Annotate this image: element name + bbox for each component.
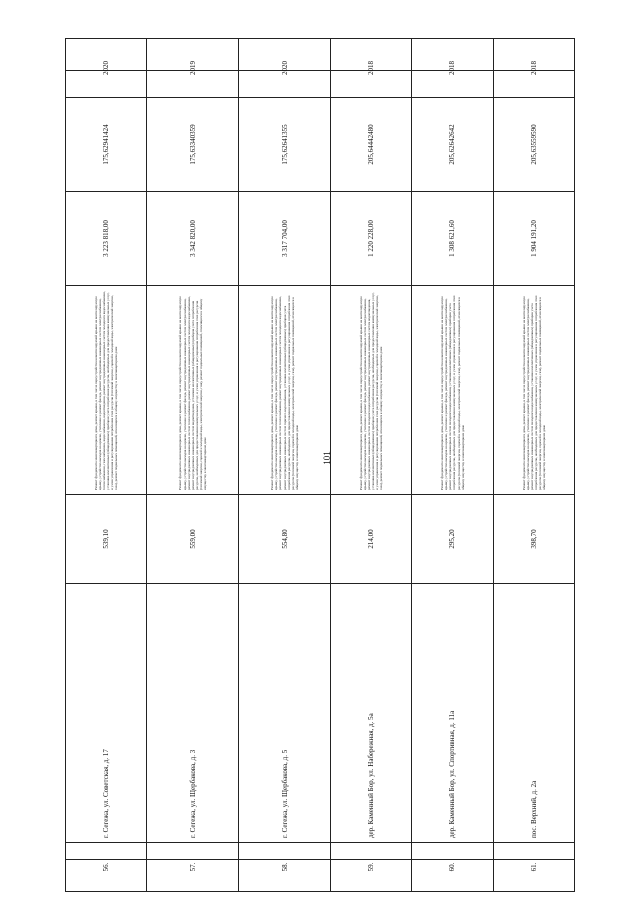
page-number: 101 [322, 451, 332, 465]
table-row [493, 39, 574, 892]
row-unit-cost: 175,63340359 [147, 98, 239, 192]
table-row [239, 39, 331, 892]
row-unit-cost: 205,62642642 [412, 98, 493, 192]
table-row [412, 39, 493, 892]
row-area: 559,00 [147, 495, 239, 584]
row-works: Ремонт фундамента многоквартирного дома, ремонт крыши, в том числе переустройство невентилируемой крыши на вентилируемую крышу, устройство выходов на кровлю, утепление и ремонт фасада, ремонт внутридомовых инженерных систем электроснабжения, ремонт внутридомовых инженерных систем холодного водоснабжения, ремонт внутридомовых инженерных систем водоотведения, установка коллективных (общедомовых) приборов учета потребления ресурсов, необходимых для предоставления коммунальных услуг, и узлов управления и регулирования потребления этих ресурсов (тепловой энергии, горячей и холодной воды, электрической энергии, газа), ремонт подвальных помещений, относящихся к общему имуществу в многоквартирном доме [331, 286, 412, 495]
row-number: 60. [412, 843, 493, 892]
row-unit-cost: 175,62641355 [239, 98, 331, 192]
row-unit-cost: 205,63559590 [493, 98, 574, 192]
row-address: пос. Верхний, д. 2а [493, 584, 574, 843]
row-works: Ремонт фундамента многоквартирного дома, ремонт крыши, в том числе переустройство невентилируемой крыши на вентилируемую крышу, устройство выходов на кровлю, утепление и ремонт фасада, ремонт внутридомовых инженерных систем электроснабжения, теплоснабжения, газоснабжения, водоснабжения, водоотведения, ремонт внутридомовых инженерных систем холодного водоснабжения, установка коллективных (общедомовых) приборов учета потребления ресурсов, необходимых для предоставления коммунальных услуг, и узлов управления и регулирования потребления этих ресурсов (тепловой энергии, горячей и холодной воды, электрической энергии, газа), ремонт подвальных помещений, относящихся к общему имуществу в многоквартирном доме [66, 286, 147, 495]
row-number: 57. [147, 843, 239, 892]
row-area: 398,70 [493, 495, 574, 584]
row-area: 214,00 [331, 495, 412, 584]
row-cost: 3 317 704,00 [239, 192, 331, 286]
row-cost: 1 904 191,20 [493, 192, 574, 286]
row-number: 58. [239, 843, 331, 892]
housing-repair-table [65, 38, 575, 892]
row-area: 295,20 [412, 495, 493, 584]
table-row [331, 39, 412, 892]
row-address: г. Сегежа, ул. Щербакова, д. 3 [147, 584, 239, 843]
row-works: Ремонт фундамента многоквартирного дома, ремонт крыши, в том числе переустройство невентилируемой крыши на вентилируемую крышу, устройство выходов на кровлю, утепление и ремонт фасада, ремонт внутридомовых инженерных систем электроснабжения, ремонт внутридомовых инженерных систем теплоснабжения, ремонт внутридомовых инженерных систем холодного водоснабжения, ремонт внутридомовых инженерных систем водоотведения, установка коллективных (общедомовых) приборов учета потребления ресурсов, необходимых для предоставления коммунальных услуг, и узлов управления и регулирования потребления этих ресурсов (тепловой энергии, горячей и холодной воды, электрической энергии, газа), ремонт подвальных помещений, относящихся к общему имуществу в многоквартирном доме [147, 286, 239, 495]
row-number: 61. [493, 843, 574, 892]
row-number: 59. [331, 843, 412, 892]
row-cost: 1 220 228,00 [331, 192, 412, 286]
row-unit-cost: 175,62941424 [66, 98, 147, 192]
row-number: 56. [66, 843, 147, 892]
row-year: 2018 [412, 39, 493, 98]
row-year: 2020 [239, 39, 331, 98]
row-address: г. Сегежа, ул. Советская, д. 17 [66, 584, 147, 843]
row-unit-cost: 205,64442480 [331, 98, 412, 192]
table-row [66, 39, 147, 892]
row-year: 2019 [147, 39, 239, 98]
row-area: 539,10 [66, 495, 147, 584]
row-area: 554,80 [239, 495, 331, 584]
row-works: Ремонт фундамента многоквартирного дома, ремонт крыши, в том числе переустройство невентилируемой крыши на вентилируемую крышу, устройство выходов на кровлю, утепление и ремонт фасада, ремонт внутридомовых инженерных систем электроснабжения, ремонт внутридомовых инженерных систем теплоснабжения, ремонт внутридомовых инженерных систем холодного водоснабжения, ремонт внутридомовых инженерных систем горячего водоснабжения, установка коллективных (общедомовых) приборов учета потребления ресурсов, необходимых для предоставления коммунальных услуг, и узлов управления и регулирования потребления этих ресурсов (тепловой энергии, горячей и холодной воды, электрической энергии, газа), ремонт подвальных помещений, относящихся к общему имуществу в многоквартирном доме [239, 286, 331, 495]
row-address: г. Сегежа, ул. Щербакова, д. 5 [239, 584, 331, 843]
row-year: 2018 [331, 39, 412, 98]
row-year: 2018 [493, 39, 574, 98]
row-address: дер. Каменный Бор, ул. Набережная, д. 5а [331, 584, 412, 843]
row-cost: 1 308 621,60 [412, 192, 493, 286]
row-works: Ремонт фундамента многоквартирного дома, ремонт крыши, в том числе переустройство невентилируемой крыши на вентилируемую крышу, устройство выходов на кровлю, утепление и ремонт фасада, ремонт внутридомовых инженерных систем электроснабжения, ремонт внутридомовых инженерных систем холодного водоснабжения, установка коллективных (общедомовых) приборов учета потребления ресурсов, необходимых для предоставления коммунальных услуг, и узлов управления и регулирования потребления этих ресурсов (тепловой энергии, горячей и холодной воды, электрической энергии, газа), ремонт подвальных помещений, относящихся к общему имуществу в многоквартирном доме [412, 286, 493, 495]
row-year: 2020 [66, 39, 147, 98]
row-address: дер. Каменный Бор, ул. Спортивная, д. 11а [412, 584, 493, 843]
table-frame [65, 61, 575, 872]
row-cost: 3 223 818,00 [66, 192, 147, 286]
table-row [147, 39, 239, 892]
row-works: Ремонт фундамента многоквартирного дома, ремонт крыши, в том числе переустройство невентилируемой крыши на вентилируемую крышу, устройство выходов на кровлю, утепление и ремонт фасада, ремонт внутридомовых инженерных систем электроснабжения, ремонт внутридомовых инженерных систем холодного водоснабжения, установка коллективных (общедомовых) приборов учета потребления ресурсов, необходимых для предоставления коммунальных услуг, и узлов управления и регулирования потребления этих ресурсов (тепловой энергии, горячей и холодной воды, электрической энергии, газа), ремонт подвальных помещений, относящихся к общему имуществу в многоквартирном доме [493, 286, 574, 495]
row-cost: 3 342 820,00 [147, 192, 239, 286]
